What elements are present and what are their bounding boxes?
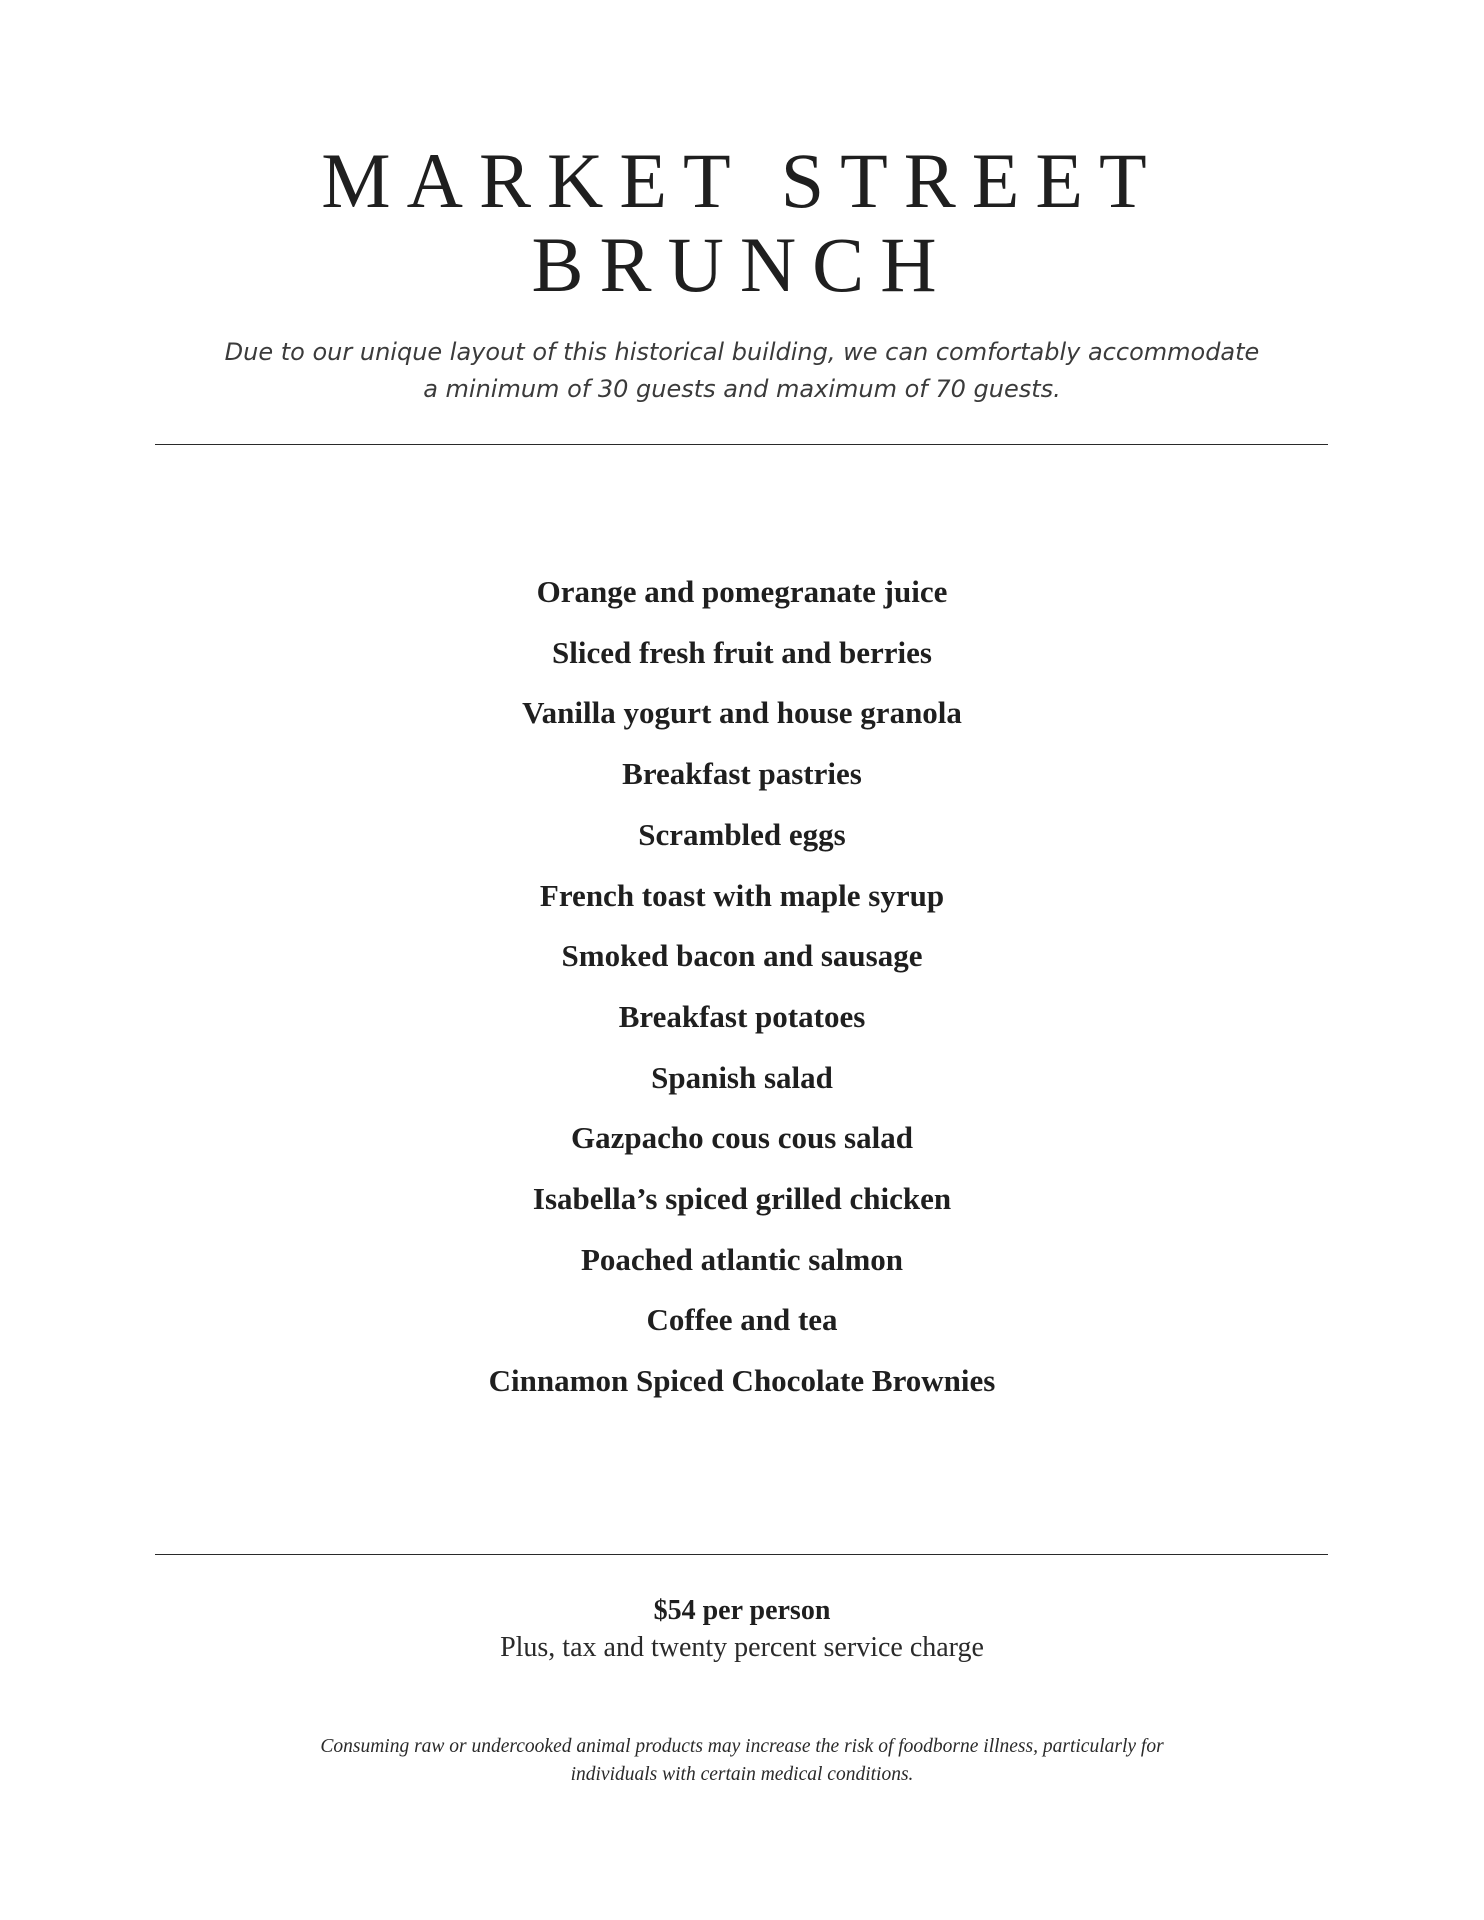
- capacity-note: [200, 334, 1284, 408]
- menu-item: Gazpacho cous cous salad: [571, 1120, 913, 1156]
- menu-list: [0, 562, 1484, 1412]
- menu-item: Poached atlantic salmon: [580, 1241, 904, 1277]
- food-safety-disclaimer: [240, 1733, 1244, 1789]
- menu-item: Vanilla yogurt and house granola: [522, 695, 962, 731]
- menu-item: Sliced fresh fruit and berries: [551, 634, 932, 670]
- top-divider: [155, 444, 1328, 445]
- menu-item: Smoked bacon and sausage: [561, 938, 923, 974]
- service-charge-note: Plus, tax and twenty percent service charge: [500, 1632, 984, 1663]
- capacity-note-line-1: Due to our unique layout of this historical building, we can comfortably accommodate: [224, 338, 1260, 366]
- disclaimer-line-2: individuals with certain medical conditions.: [570, 1764, 914, 1785]
- bottom-divider: [155, 1554, 1328, 1555]
- disclaimer-line-1: Consuming raw or undercooked animal products may increase the risk of foodborne illness, particularly for: [320, 1736, 1164, 1757]
- menu-item: Spanish salad: [651, 1059, 833, 1095]
- menu-item: Breakfast pastries: [622, 756, 862, 792]
- menu-item: Coffee and tea: [646, 1302, 838, 1338]
- menu-item: Scrambled eggs: [638, 816, 846, 852]
- menu-item: Cinnamon Spiced Chocolate Brownies: [488, 1363, 996, 1399]
- menu-item: French toast with maple syrup: [539, 877, 945, 913]
- page-title-line-1: MARKET STREET: [321, 137, 1163, 224]
- page-title-line-2: BRUNCH: [531, 221, 953, 308]
- capacity-note-line-2: a minimum of 30 guests and maximum of 70 guests.: [423, 375, 1061, 403]
- menu-item: Orange and pomegranate juice: [536, 574, 948, 609]
- menu-item: Isabella’s spiced grilled chicken: [532, 1181, 952, 1217]
- menu-item: Breakfast potatoes: [618, 998, 866, 1034]
- price-per-person: $54 per person: [653, 1595, 831, 1626]
